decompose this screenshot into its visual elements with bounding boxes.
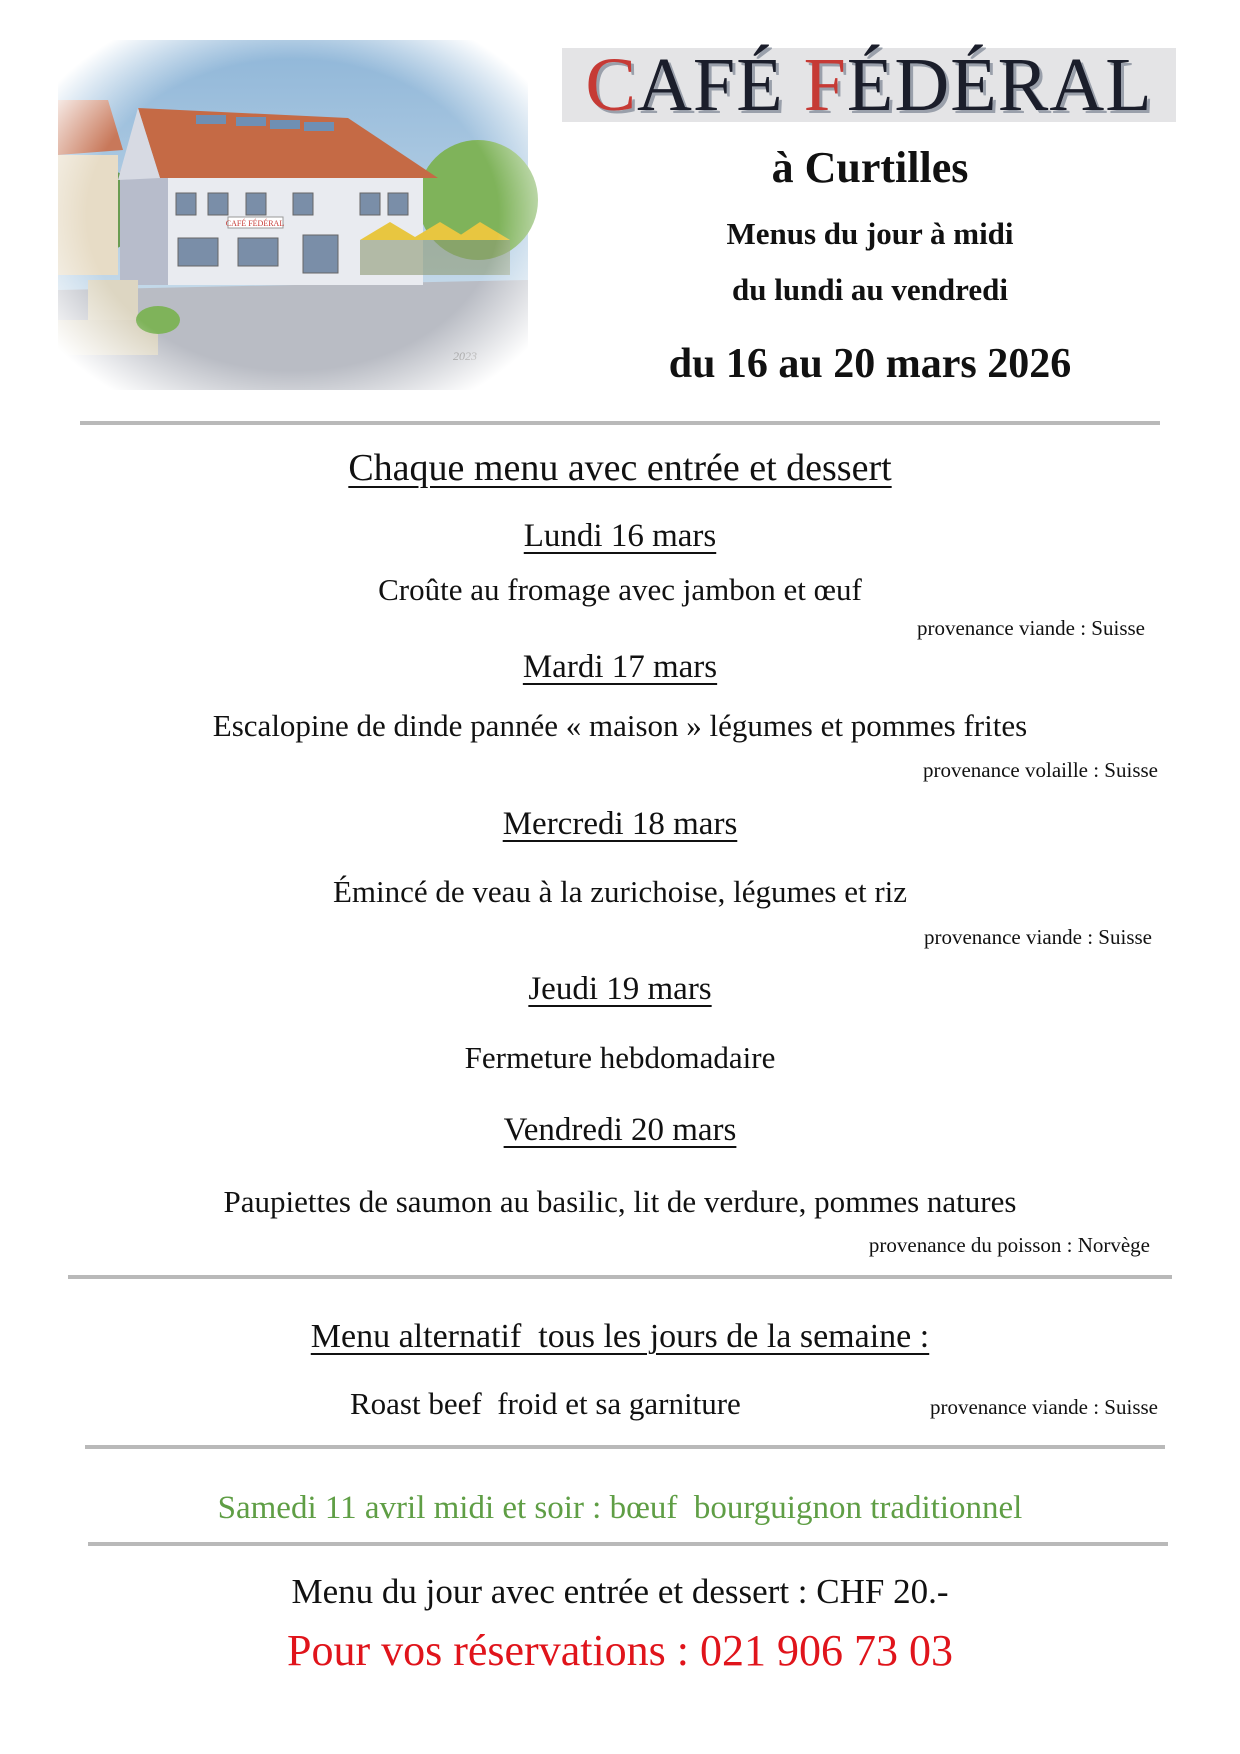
origin-lundi: provenance viande : Suisse: [916, 616, 1145, 640]
alternative-dish: Roast beef froid et sa garniture: [350, 1386, 741, 1421]
price-line: Menu du jour avec entrée et dessert : CHF 20.-: [291, 1572, 949, 1611]
menu-intro-heading: Chaque menu avec entrée et dessert: [348, 447, 892, 489]
page-title: [585, 43, 1153, 127]
cafe-illustration: [48, 30, 538, 400]
day-heading-jeudi: Jeudi 19 mars: [528, 971, 712, 1007]
date-range: du 16 au 20 mars 2026: [668, 341, 1072, 387]
location: à Curtilles: [771, 143, 969, 192]
divider: [85, 1445, 1165, 1449]
dish-lundi: Croûte au fromage avec jambon et œuf: [378, 572, 862, 607]
day-heading-mercredi: Mercredi 18 mars: [502, 806, 738, 842]
title-banner: [562, 43, 1176, 127]
origin-vendredi: provenance du poisson : Norvège: [868, 1233, 1150, 1257]
title-initial-c: C: [585, 43, 638, 127]
day-heading-vendredi: Vendredi 20 mars: [503, 1112, 737, 1148]
alternative-menu-heading: Menu alternatif tous les jours de la semaine :: [310, 1318, 930, 1355]
title-initial-f: F: [803, 43, 847, 127]
alternative-origin: provenance viande : Suisse: [929, 1395, 1158, 1419]
title-part: ÉDÉRAL: [846, 43, 1153, 127]
day-heading-mardi: Mardi 17 mars: [522, 649, 718, 685]
origin-mercredi: provenance viande : Suisse: [923, 925, 1152, 949]
subtitle-line-2: du lundi au vendredi: [732, 272, 1008, 307]
dish-jeudi: Fermeture hebdomadaire: [464, 1040, 776, 1075]
title-part: AFÉ: [637, 43, 804, 127]
divider: [68, 1275, 1172, 1279]
day-heading-lundi: Lundi 16 mars: [523, 518, 717, 554]
origin-mardi: provenance volaille : Suisse: [922, 758, 1158, 782]
divider: [80, 421, 1160, 425]
dish-vendredi: Paupiettes de saumon au basilic, lit de verdure, pommes natures: [223, 1184, 1017, 1219]
dish-mardi: Escalopine de dinde pannée « maison » légumes et pommes frites: [212, 708, 1028, 743]
special-announcement: Samedi 11 avril midi et soir : bœuf bourguignon traditionnel: [217, 1490, 1023, 1526]
subtitle-line-1: Menus du jour à midi: [726, 216, 1014, 251]
dish-mercredi: Émincé de veau à la zurichoise, légumes et riz: [332, 874, 908, 909]
vignette: [48, 30, 538, 400]
divider: [88, 1542, 1168, 1546]
reservation-phone[interactable]: Pour vos réservations : 021 906 73 03: [286, 1626, 954, 1675]
